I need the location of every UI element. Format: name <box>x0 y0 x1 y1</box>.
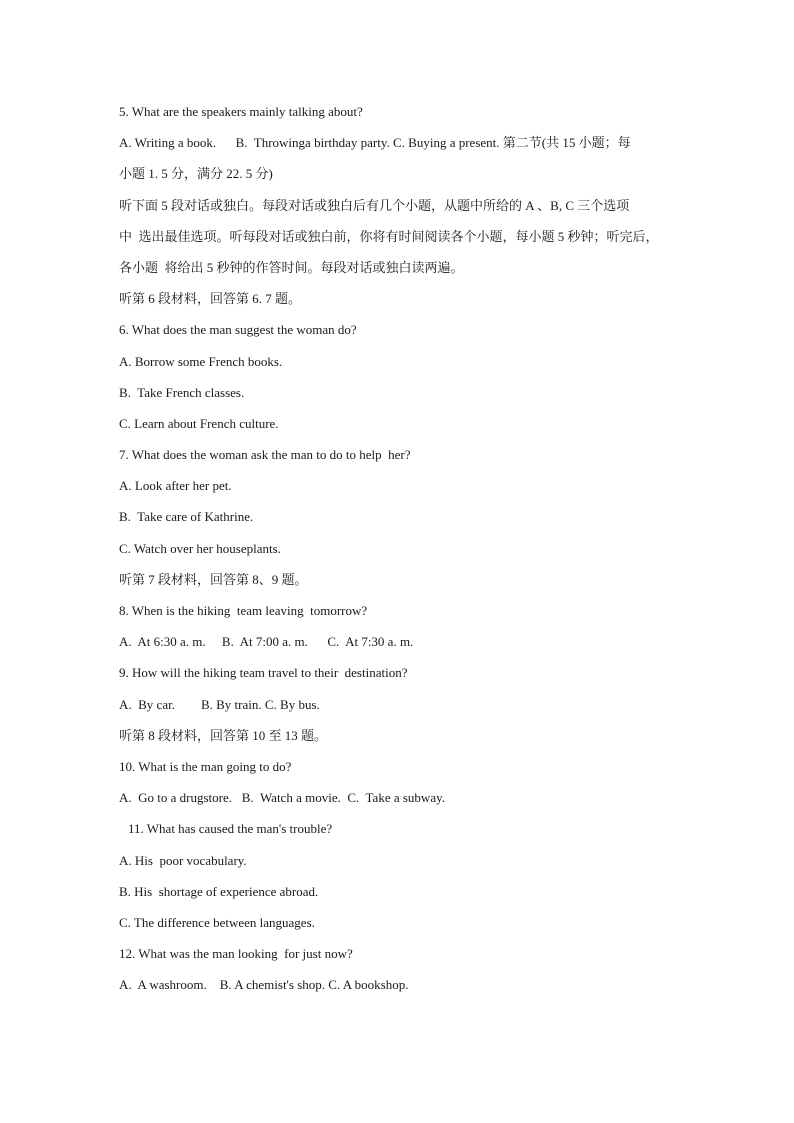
question-6: 6. What does the man suggest the woman do? <box>119 322 357 338</box>
question-6-option-b: B. Take French classes. <box>119 384 245 400</box>
section-2-scoring: 小题 1. 5 分，满分 22. 5 分) <box>119 166 273 182</box>
question-6-option-c: C. Learn about French culture. <box>119 415 279 431</box>
question-7: 7. What does the woman ask the man to do to help her? <box>119 447 411 463</box>
question-9-options: A. By car. B. By train. C. By bus. <box>119 696 320 712</box>
question-8-options: A. At 6:30 a. m. B. At 7:00 a. m. C. At 7:30 a. m. <box>119 634 414 650</box>
material-8-heading: 听第 8 段材料，回答第 10 至 13 题。 <box>119 727 328 743</box>
question-7-option-c: C. Watch over her houseplants. <box>119 540 281 556</box>
question-11: 11. What has caused the man's trouble? <box>128 821 333 837</box>
question-5: 5. What are the speakers mainly talking about? <box>119 104 363 119</box>
section-2-instructions-3: 各小题 将给出 5 秒钟的作答时间。每段对话或独白读两遍。 <box>119 259 464 275</box>
section-2-instructions-2: 中 选出最佳选项。听每段对话或独白前，你将有时间阅读各个小题，每小题 5 秒钟；听完后， <box>119 228 659 244</box>
material-6-heading: 听第 6 段材料，回答第 6. 7 题。 <box>119 291 302 307</box>
section-2-instructions-1: 听下面 5 段对话或独白。每段对话或独白后有几个小题，从题中所给的 A 、B, C 三个选项 <box>119 197 630 213</box>
question-5-options: A. Writing a book. B. Throwinga birthday party. C. Buying a present. 第二节(共 15 小题；每 <box>119 135 631 151</box>
question-6-option-a: A. Borrow some French books. <box>119 353 283 369</box>
question-9: 9. How will the hiking team travel to their destination? <box>119 665 408 681</box>
question-11-option-c: C. The difference between languages. <box>119 914 315 930</box>
question-12-options: A. A washroom. B. A chemist's shop. C. A bookshop. <box>119 977 409 993</box>
question-8: 8. When is the hiking team leaving tomorrow? <box>119 603 368 618</box>
question-7-option-a: A. Look after her pet. <box>119 478 232 494</box>
question-12: 12. What was the man looking for just now? <box>119 946 353 962</box>
question-10-options: A. Go to a drugstore. B. Watch a movie. C. Take a subway. <box>119 790 445 806</box>
question-11-option-a: A. His poor vocabulary. <box>119 852 247 868</box>
material-7-heading: 听第 7 段材料，回答第 8、9 题。 <box>119 571 308 587</box>
question-7-option-b: B. Take care of Kathrine. <box>119 509 254 525</box>
document-page <box>119 101 699 1005</box>
question-10: 10. What is the man going to do? <box>119 758 292 774</box>
question-11-option-b: B. His shortage of experience abroad. <box>119 883 319 899</box>
